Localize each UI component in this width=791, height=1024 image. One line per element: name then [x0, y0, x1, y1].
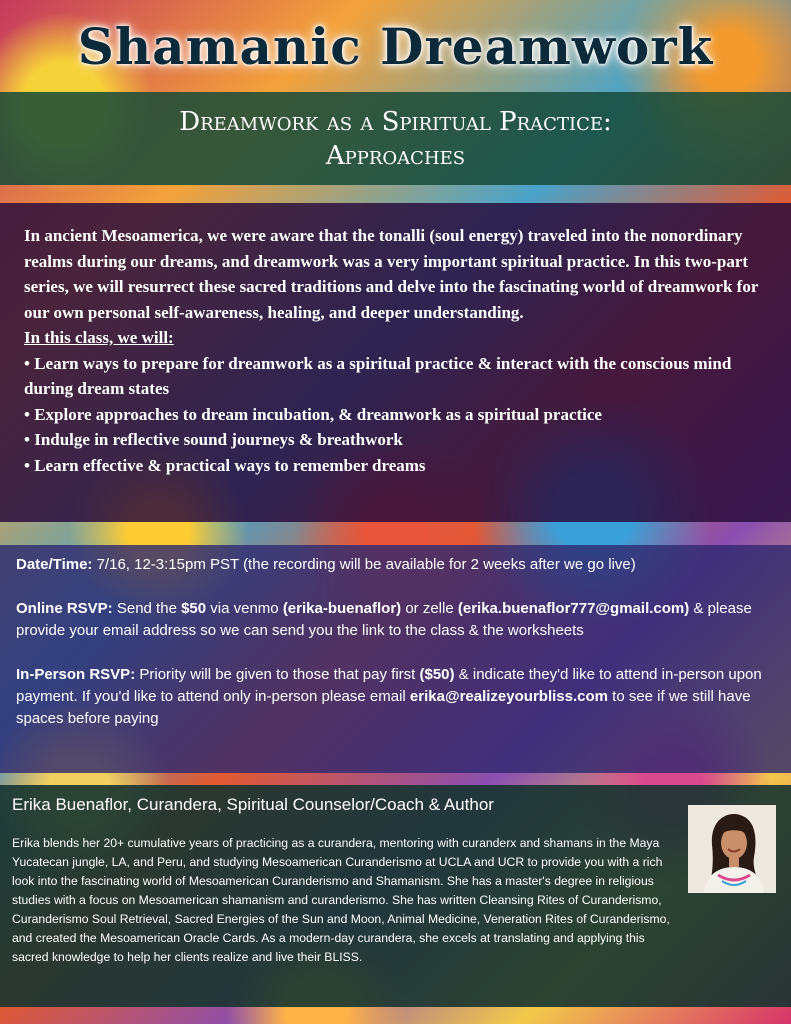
in-person-rsvp-text: to see if we still have spaces before paying: [16, 688, 751, 727]
contact-email: erika@realizeyourbliss.com: [409, 688, 608, 705]
online-rsvp-line: [16, 598, 775, 642]
date-time-text: 7/16, 12-3:15pm PST (the recording will be available for 2 weeks after we go live): [92, 556, 636, 573]
in-person-rsvp-line: [16, 664, 775, 730]
in-person-rsvp-text: & indicate they'd like to attend in-person upon payment. If you'd like to attend only in-person please email: [16, 666, 762, 705]
class-heading: In this class, we will:: [24, 328, 174, 347]
bio-text: Erika blends her 20+ cumulative years of practicing as a curandera, mentoring with curanderx and shamans in the Maya Yucatecan jungle, LA, and Peru, and studying Mesoamerican Curanderismo at UCLA and UCR to provide you with a rich look into the fascinating world of Mesoamerican Curanderismo and Shamanism. She has a master's degree in religious studies with a focus on Mesoamerican shamanism and curanderismo. She has written Cleansing Rites of Curanderismo, Curanderismo Soul Retrieval, Sacred Energies of the Sun and Moon, Animal Medicine, Veneration Rites of Curanderismo, and created the Mesoamerican Oracle Cards. As a modern-day curandera, she excels at translating and applying this sacred knowledge to help her clients realize and live their BLISS.: [12, 836, 670, 964]
in-person-rsvp-label: In-Person RSVP:: [16, 666, 136, 683]
bio-heading: Erika Buenaflor, Curandera, Spiritual Counselor/Coach & Author: [12, 795, 494, 814]
bullet-item: • Learn effective & practical ways to remember dreams: [24, 453, 767, 479]
subtitle-banner: [0, 92, 791, 185]
portrait-image: [688, 805, 776, 893]
bullet-item: • Indulge in reflective sound journeys & breathwork: [24, 427, 767, 453]
online-rsvp-text: or zelle: [401, 600, 458, 617]
title-banner: [0, 0, 791, 92]
main-title: Shamanic Dreamwork: [77, 16, 714, 76]
date-time-line: [16, 554, 775, 576]
zelle-email: (erika.buenaflor777@gmail.com): [457, 600, 690, 617]
bullet-item: • Explore approaches to dream incubation, & dreamwork as a spiritual practice: [24, 402, 767, 428]
intro-paragraph: In ancient Mesoamerica, we were aware that the tonalli (soul energy) traveled into the nonordinary realms during our dreams, and dreamwork was a very important spiritual practice. In this two-part series, we will resurrect these sacred traditions and delve into the fascinating world of dreamwork for our own personal self-awareness, healing, and deeper understanding.: [24, 226, 759, 322]
online-rsvp-text: via venmo: [206, 600, 283, 617]
author-photo: [688, 805, 776, 893]
online-rsvp-label: Online RSVP:: [16, 600, 113, 617]
online-price: $50: [181, 600, 207, 617]
date-time-label: Date/Time:: [16, 556, 93, 573]
class-bullet-list: [24, 351, 767, 479]
venmo-handle: (erika-buenaflor): [282, 600, 402, 617]
in-person-rsvp-text: Priority will be given to those that pay first: [135, 666, 420, 683]
event-details-panel: [0, 545, 791, 773]
in-person-price: ($50): [419, 666, 455, 683]
bio-panel: [0, 785, 791, 1007]
online-rsvp-text: & please provide your email address so we can send you the link to the class & the worksheets: [16, 600, 752, 639]
intro-panel: [0, 203, 791, 522]
online-rsvp-text: Send the: [112, 600, 182, 617]
bullet-item: • Learn ways to prepare for dreamwork as a spiritual practice & interact with the conscious mind during dream states: [24, 351, 767, 402]
subtitle: Dreamwork as a Spiritual Practice: Approaches: [179, 106, 612, 171]
